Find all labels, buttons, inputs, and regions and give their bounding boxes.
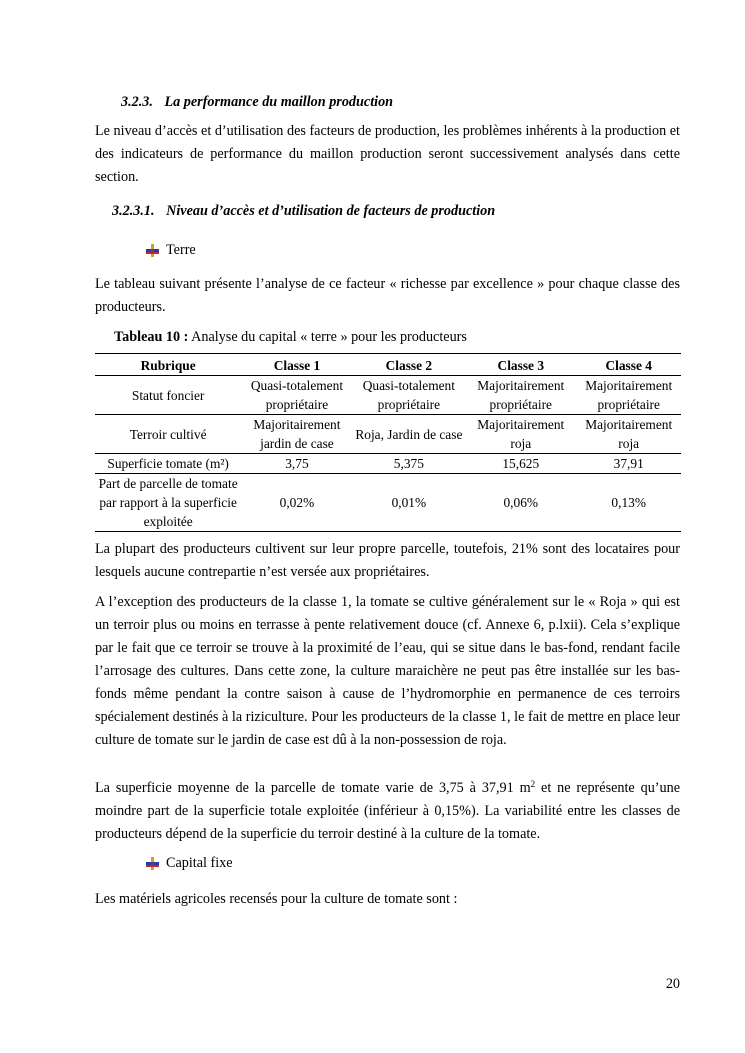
table-cell: 0,02%: [241, 474, 352, 532]
table-cell: Majoritairement jardin de case: [241, 415, 352, 454]
header-rubrique: Rubrique: [95, 354, 241, 376]
table-header-row: [95, 354, 681, 376]
table-cell: Majoritairement propriétaire: [576, 376, 681, 415]
table-cell: Part de parcelle de tomate par rapport à la superficie exploitée: [95, 474, 241, 532]
bullet-terre-label: Terre: [166, 242, 196, 258]
subsection-number: 3.2.3.1.: [112, 203, 155, 219]
table-row: [95, 376, 681, 415]
table-cell: Superficie tomate (m²): [95, 454, 241, 474]
table-cell: Quasi-totalement propriétaire: [241, 376, 352, 415]
table-cell: Terroir cultivé: [95, 415, 241, 454]
header-classe-1: Classe 1: [241, 354, 352, 376]
table-cell: Majoritairement roja: [465, 415, 576, 454]
header-classe-4: Classe 4: [576, 354, 681, 376]
page-number: 20: [665, 976, 680, 992]
locataires-paragraph: La plupart des producteurs cultivent sur leur propre parcelle, toutefois, 21% sont des locataires pour lesquels aucune contrepartie n’est versée aux propriétaires.: [95, 541, 680, 580]
table-cell: Majoritairement propriétaire: [465, 376, 576, 415]
roja-paragraph: A l’exception des producteurs de la classe 1, la tomate se cultive généralement sur le « Roja » qui est un terroir plus ou moins en terrasse à pente relativement douce (cf. Annexe 6, p.lxii). Cela s’explique par le fait que ce terroir se trouve à la proximité de l’eau, qui se situe dans le bas-fond, rendant facile l’arrosage des cultures. Dans cette zone, la culture maraichère ne peut pas être installée sur les bas-fonds même pendant la contre saison à cause de l’hydromorphie en permanence de ces terroirs spécialement destinés à la riziculture. Pour les producteurs de la classe 1, le fait de mettre en place leur culture de tomate sur le jardin de case est dû à la non-possession de roja.: [95, 594, 680, 748]
table-cell: Statut foncier: [95, 376, 241, 415]
table-caption-text: Analyse du capital « terre » pour les producteurs: [188, 329, 467, 345]
cross-bullet-icon: [146, 857, 159, 870]
superficie-exponent: 2: [530, 779, 536, 789]
section-title: La performance du maillon production: [164, 94, 394, 110]
table-cell: 5,375: [353, 454, 466, 474]
intro-paragraph: Le niveau d’accès et d’utilisation des facteurs de production, les problèmes inhérents à la production et des indicateurs de performance du maillon production seront successivement analysés dans cette section.: [95, 123, 680, 185]
section-heading: [121, 91, 393, 114]
header-classe-3: Classe 3: [465, 354, 576, 376]
table-cell: 0,06%: [465, 474, 576, 532]
materiels-paragraph: Les matériels agricoles recensés pour la culture de tomate sont :: [95, 891, 458, 907]
subsection-title: Niveau d’accès et d’utilisation de facteurs de production: [166, 203, 496, 219]
cross-bullet-icon: [146, 244, 159, 257]
table-row: [95, 474, 681, 532]
table-row: [95, 454, 681, 474]
table-cell: 0,01%: [353, 474, 466, 532]
bullet-capital-fixe: [146, 852, 233, 875]
header-classe-2: Classe 2: [353, 354, 466, 376]
subsection-heading: [112, 200, 495, 223]
table-cell: 3,75: [241, 454, 352, 474]
bullet-terre: [146, 239, 196, 262]
superficie-paragraph: [95, 777, 680, 846]
superficie-text-a: La superficie moyenne de la parcelle de tomate varie de 3,75 à 37,91 m: [95, 780, 531, 796]
section-number: 3.2.3.: [121, 94, 153, 110]
table-cell: Quasi-totalement propriétaire: [353, 376, 466, 415]
table-cell: 37,91: [576, 454, 681, 474]
table-cell: Majoritairement roja: [576, 415, 681, 454]
capital-terre-table: [95, 353, 681, 532]
table-row: [95, 415, 681, 454]
table-cell: Roja, Jardin de case: [353, 415, 466, 454]
terre-intro-paragraph: Le tableau suivant présente l’analyse de ce facteur « richesse par excellence » pour chaque classe des producteurs.: [95, 276, 680, 315]
table-caption-label: Tableau 10 :: [114, 329, 189, 345]
table-caption: [114, 326, 467, 349]
bullet-capital-fixe-label: Capital fixe: [166, 855, 233, 871]
superficie-text-b: et ne représente qu’une moindre part de la superficie totale exploitée (inférieur à 0,15%). La variabilité entre les classes de producteurs dépend de la superficie du terroir destiné à la culture de la tomate.: [95, 780, 680, 842]
table-cell: 15,625: [465, 454, 576, 474]
table-cell: 0,13%: [576, 474, 681, 532]
